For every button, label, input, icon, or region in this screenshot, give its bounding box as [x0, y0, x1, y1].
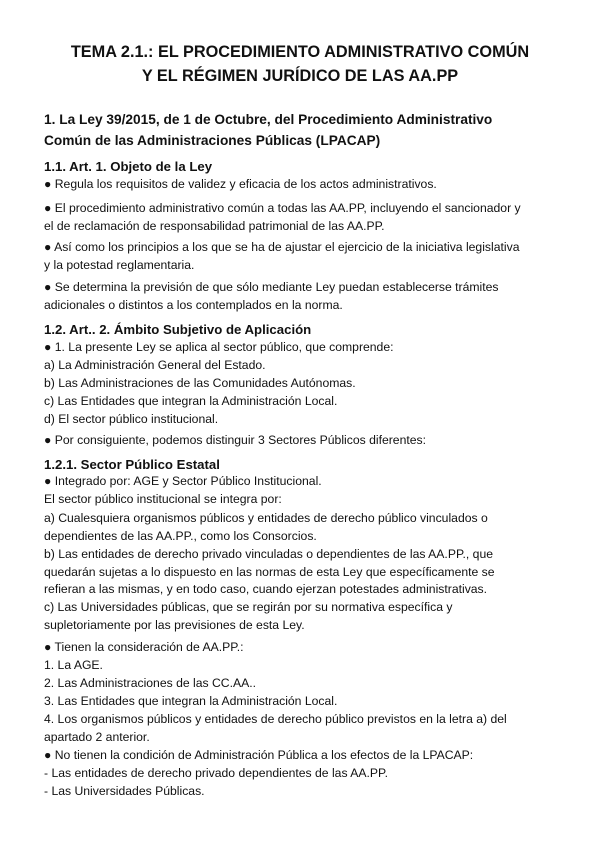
sector-text-line: 3. Las Entidades que integran la Administración Local.	[44, 694, 338, 708]
art-1-text-line: y la potestad reglamentaria.	[44, 258, 195, 272]
sector-text-line: - Las entidades de derecho privado dependientes de las AA.PP.	[44, 766, 388, 780]
sector-text-line: ● No tienen la condición de Administración Pública a los efectos de la LPACAP:	[44, 748, 474, 762]
sector-text-line: ● Integrado por: AGE y Sector Público Institucional.	[44, 474, 322, 488]
art-1-bullet-principios: ● Así como los principios a los que se ha de ajustar el ejercicio de la iniciativa legislativa	[44, 240, 520, 254]
sector-text-line: apartado 2 anterior.	[44, 730, 150, 744]
sector-text-line: c) Las Universidades públicas, que se regirán por su normativa específica y	[44, 600, 453, 614]
art-1-text-line: adicionales o distintos a los contemplados en la norma.	[44, 298, 343, 312]
art-1-bullet-tramites: ● Se determina la previsión de que sólo mediante Ley puedan establecerse trámites	[44, 280, 499, 294]
sector-text-line: b) Las entidades de derecho privado vinculadas o dependientes de las AA.PP., que	[44, 547, 494, 561]
art-2-item-c: c) Las Entidades que integran la Administración Local.	[44, 394, 338, 408]
section-1-heading-line-1: 1. La Ley 39/2015, de 1 de Octubre, del Procedimiento Administrativo	[44, 112, 493, 127]
sector-text-line: refieran a las mismas, y en todo caso, cuando ejerzan potestades administrativas.	[44, 582, 488, 596]
sector-text-line: 2. Las Administraciones de las CC.AA..	[44, 676, 257, 690]
document-title-line-1: TEMA 2.1.: EL PROCEDIMIENTO ADMINISTRATIVO COMÚN	[70, 43, 530, 61]
art-2-item-b: b) Las Administraciones de las Comunidades Autónomas.	[44, 376, 356, 390]
art-1-bullet-procedimiento: ● El procedimiento administrativo común a todas las AA.PP, incluyendo el sancionador y	[44, 201, 521, 215]
sector-text-line: a) Cualesquiera organismos públicos y entidades de derecho público vinculados o	[44, 511, 488, 525]
sector-text-line: 4. Los organismos públicos y entidades de derecho público previstos en la letra a) del	[44, 712, 507, 726]
art-2-bullet-sectores: ● Por consiguiente, podemos distinguir 3 Sectores Públicos diferentes:	[44, 433, 426, 447]
section-1-heading-line-2: Común de las Administraciones Públicas (LPACAP)	[44, 133, 381, 148]
art-1-bullet-validez: ● Regula los requisitos de validez y eficacia de los actos administrativos.	[44, 177, 437, 191]
sector-text-line: ● Tienen la consideración de AA.PP.:	[44, 640, 244, 654]
art-2-item-a: a) La Administración General del Estado.	[44, 358, 266, 372]
art-2-item-d: d) El sector público institucional.	[44, 412, 219, 426]
sector-text-line: quedarán sujetas a lo dispuesto en las normas de esta Ley que específicamente se	[44, 565, 495, 579]
sector-estatal-heading: 1.2.1. Sector Público Estatal	[44, 457, 220, 472]
art-1-text-line: el de reclamación de responsabilidad patrimonial de las AA.PP.	[44, 219, 385, 233]
art-2-heading: 1.2. Art.. 2. Ámbito Subjetivo de Aplicación	[44, 322, 312, 337]
document-title-line-2: Y EL RÉGIMEN JURÍDICO DE LAS AA.PP	[141, 67, 459, 85]
art-2-bullet-sector-publico: ● 1. La presente Ley se aplica al sector público, que comprende:	[44, 340, 394, 354]
sector-text-line: El sector público institucional se integra por:	[44, 492, 282, 506]
sector-text-line: supletoriamente por las previsiones de esta Ley.	[44, 618, 305, 632]
art-1-heading: 1.1. Art. 1. Objeto de la Ley	[44, 159, 213, 174]
sector-text-line: 1. La AGE.	[44, 658, 103, 672]
sector-text-line: dependientes de las AA.PP., como los Consorcios.	[44, 529, 317, 543]
sector-text-line: - Las Universidades Públicas.	[44, 784, 205, 798]
